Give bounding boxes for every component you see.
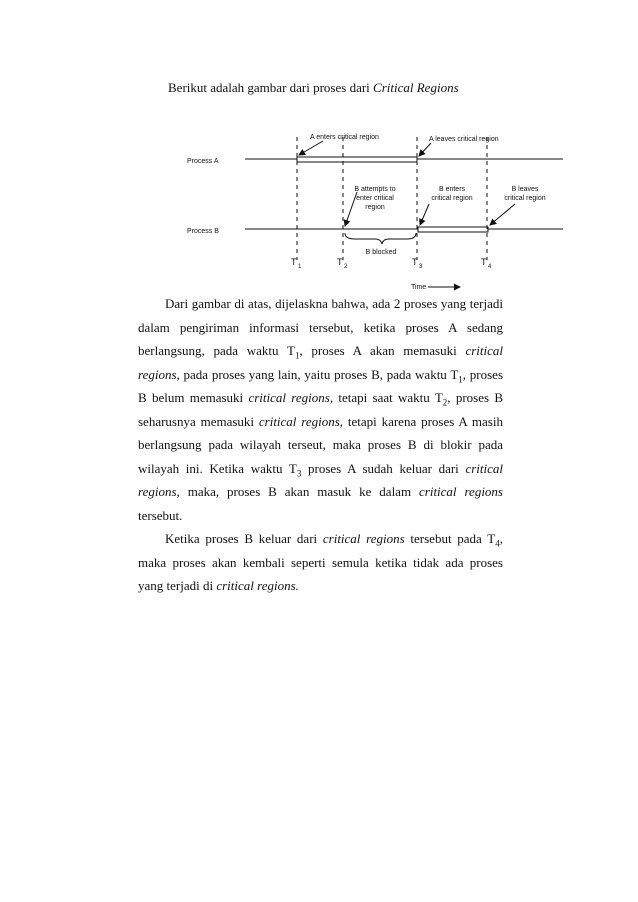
p1-emph-4: critical regions,: [138, 460, 503, 499]
p2-text-3: , maka proses akan kembali seperti semula ketika tidak ada proses yang terjadi di: [138, 531, 503, 593]
p1-sub-2: 1: [458, 374, 463, 385]
p1-emph-2: critical regions,: [248, 390, 334, 405]
svg-text:T: T: [337, 257, 343, 267]
body-text: [138, 292, 503, 598]
b-attempts-label-3: region: [365, 204, 385, 211]
p1-emph-5: critical regions: [419, 484, 503, 499]
time-axis-label: Time: [411, 284, 427, 291]
b-leaves-label-2: critical region: [504, 195, 546, 202]
paragraph-1: [138, 292, 503, 527]
p2-emph-2: critical regions.: [216, 578, 299, 593]
p1-text-10: tersebut.: [138, 507, 183, 523]
critical-region-diagram: [185, 132, 565, 302]
p1-text-3: pada proses yang lain, yaitu proses B, pada waktu T: [179, 366, 459, 382]
p1-emph-3: critical regions,: [258, 413, 344, 429]
p1-emph-1: critical regions,: [138, 343, 503, 382]
svg-text:4: 4: [488, 264, 492, 270]
process-a-label: Process A: [187, 158, 219, 165]
process-a-timeline: [245, 157, 563, 162]
p2-sub-1: 4: [495, 538, 500, 549]
a-leaves-label: A leaves critical region: [429, 136, 499, 143]
svg-text:T: T: [412, 257, 418, 267]
svg-text:2: 2: [344, 264, 348, 270]
b-attempts-label-1: B attempts to: [354, 186, 396, 193]
p2-text-2: tersebut pada T: [404, 531, 496, 546]
intro-text: Berikut adalah gambar dari proses dari: [168, 80, 374, 95]
process-b-label: Process B: [187, 228, 219, 235]
svg-text:T: T: [291, 257, 297, 267]
intro-sentence: [168, 80, 459, 96]
p1-sub-3: 2: [442, 397, 448, 408]
p1-sub-4: 3: [296, 468, 302, 479]
b-blocked-label: B blocked: [365, 249, 397, 256]
p1-text-5: tetapi saat waktu T: [333, 390, 443, 405]
svg-text:1: 1: [298, 264, 302, 270]
b-enters-label-1: B enters: [438, 186, 466, 193]
p1-text-1: Dari gambar di atas, dijelaskna bahwa, ada 2 proses yang terjadi dalam pengiriman informasi tersebut, ketika proses A sedang berlangsung, pada waktu T: [138, 296, 503, 358]
process-b-timeline: [245, 227, 563, 232]
b-leaves-label-1: B leaves: [511, 186, 539, 193]
p1-text-4: , proses B belum memasuki: [138, 366, 504, 405]
p1-text-9: maka, proses B akan masuk ke dalam: [179, 484, 419, 499]
svg-text:3: 3: [419, 264, 423, 270]
b-enters-label-2: critical region: [431, 195, 473, 202]
svg-text:T: T: [481, 257, 487, 267]
diagram-svg: [185, 132, 565, 302]
p1-sub-1: 1: [294, 350, 300, 361]
p1-text-7: tetapi karena proses A masih berlangsung pada wilayah terseut, maka proses B di blokir pada wilayah ini. Ketika waktu T: [138, 413, 503, 476]
intro-emphasis: Critical Regions: [373, 80, 459, 95]
p2-emph-1: critical regions: [322, 531, 405, 546]
p1-text-8: proses A sudah keluar dari: [301, 460, 466, 476]
b-blocked-brace: [345, 233, 416, 244]
p2-text-1: Ketika proses B keluar dari: [165, 531, 323, 546]
p1-text-2: , proses A akan memasuki: [299, 343, 466, 358]
p1-text-6: , proses B seharusnya memasuki: [138, 390, 504, 429]
a-enters-label: A enters critical region: [310, 134, 379, 141]
paragraph-2: [138, 527, 503, 598]
b-attempts-label-2: enter critical: [356, 195, 394, 202]
